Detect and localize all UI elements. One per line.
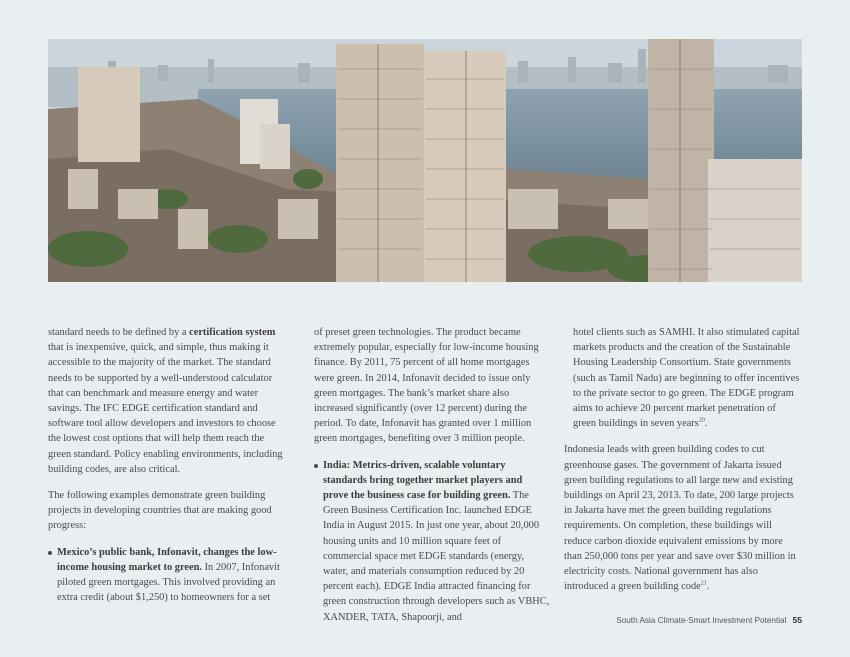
skyline-illustration <box>48 39 802 282</box>
text-column-2 <box>314 325 550 636</box>
text-column-3 <box>564 325 801 605</box>
paragraph: The following examples demonstrate green building projects in developing countries that are making good progress: <box>48 490 272 532</box>
page-footer <box>520 615 802 625</box>
bullet-item-mexico: Mexico’s public bank, Infonavit, changes the low-income housing market to green. In 2007, Infonavit piloted green mortgages. This involved providing an extra credit (about $1,250) to homeowners for a set <box>48 545 285 606</box>
page-number: 55 <box>792 615 802 625</box>
paragraph: hotel clients such as SAMHI. It also stimulated capital markets products and the creation of the Sustainable Housing Leadership Consortium. State governments (such as Tamil Nadu) are beginning to offer incentives to the private sector to go green. The EDGE program aims to achieve 20 percent market penetration of green buildings in seven years$^{20}$. <box>573 327 800 430</box>
bullet-item-india: India: Metrics-driven, scalable voluntary standards bring together market players and prove the business case for building green. The Green Business Certification Inc. launched EDGE India in August 2015. In just one year, about 20,000 housing units and 10 million square feet of commercial space met EDGE standards (energy, water, and materials consumption reduced by 20 percent each). EDGE India attracted financing for green construction through developers such as VBHC, XANDER, TATA, Shapoorji, and <box>314 458 550 625</box>
paragraph: Indonesia leads with green building codes to cut greenhouse gases. The government of Jakarta issued green building regulations to all large new and existing buildings on April 23, 2013. To date, 200 large projects in Jakarta have met the green building regulations requirements. On completion, these buildings will reduce carbon dioxide equivalent emissions by more than 250,000 tons per year and save over $30 million in electricity costs. National government has also introduced a green building code$^{21}$. <box>564 444 796 593</box>
paragraph: standard needs to be defined by a certification system that is inexpensive, quick, and simple, thus making it accessible to the majority of the market. The standard needs to be supported by a well-understood calculator that can benchmark and measure energy and water savings. The IFC EDGE certification standard and software tool allow developers and investors to choose the lowest cost options that will help them reach the green standard. Policy enabling environments, including building codes, are also critical. <box>48 327 283 475</box>
text-column-1 <box>48 325 285 616</box>
paragraph: of preset green technologies. The product became extremely popular, especially for low-income housing finance. By 2011, 75 percent of all home mortgages were green. In 2014, Infonavit decided to issue only green mortgages. The bank’s market share also increased significantly (over 12 percent) during the period. To date, Infonavit has granted over 1 million green mortgages, benefiting over 3 million people. <box>314 327 539 445</box>
footer-title: South Asia Climate-Smart Investment Potential <box>616 616 787 625</box>
city-skyline-photo <box>48 39 802 282</box>
